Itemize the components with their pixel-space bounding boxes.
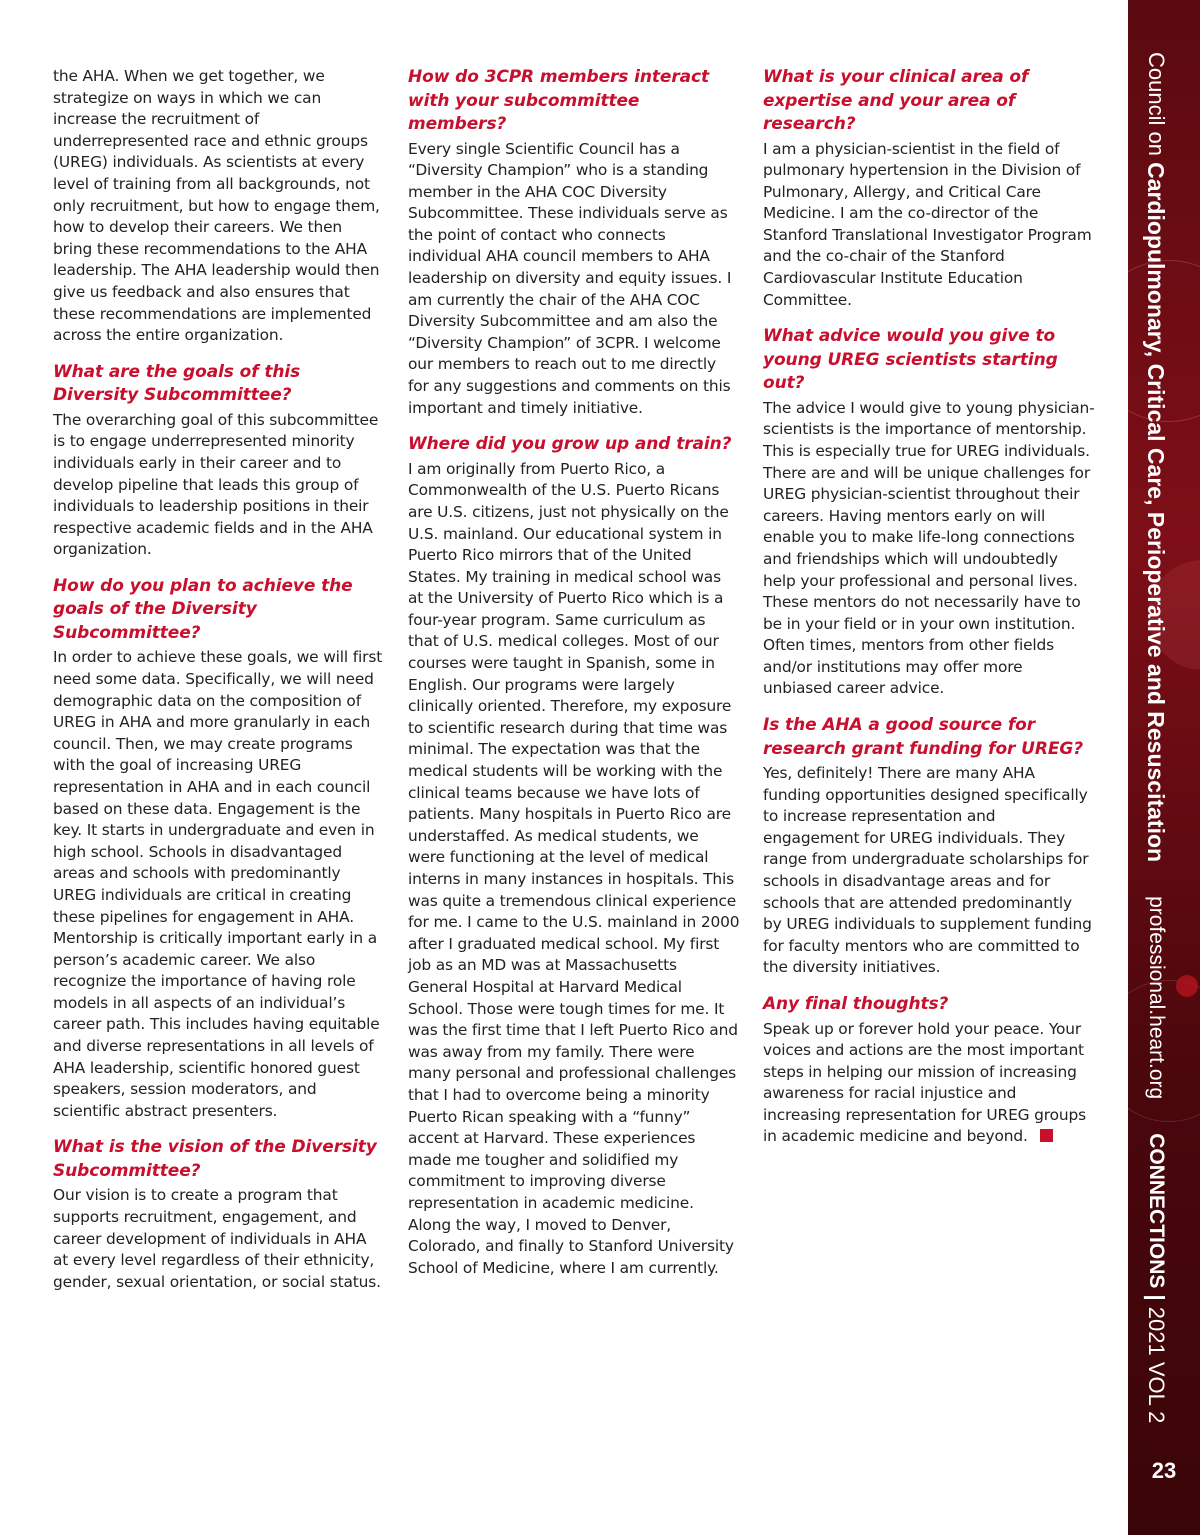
question-heading: What advice would you give to young UREG scientists starting out?: [763, 326, 1058, 394]
end-of-article-square-icon: [1040, 1129, 1053, 1142]
answer-paragraph: I am a physician-scientist in the field of pulmonary hypertension in the Division of Pulmonary, Allergy, and Critical Care Medicine. I am the co-director of the Stanford Translational Investigator Program and the co-chair of the Stanford Cardiovascular Institute Education Committee.: [763, 139, 1092, 309]
question-heading: Is the AHA a good source for research grant funding for UREG?: [763, 715, 1083, 759]
separator: |: [1144, 1294, 1169, 1301]
final-answer-text: Speak up or forever hold your peace. Your voices and actions are the most important steps in helping our mission of increasing awareness for racial injustice and increasing representation for UREG groups in academic medicine and beyond.: [763, 1019, 1086, 1146]
council-prefix: Council on: [1144, 52, 1169, 156]
question-heading: How do 3CPR members interact with your subcommittee members?: [408, 67, 709, 134]
answer-paragraph: The advice I would give to young physician-scientists is the importance of mentorship. This is especially true for UREG individuals. There are and will be unique challenges for UREG physician-scientist throughout their careers. Having mentors early on will enable you to make life-long connections and friendships which will undoubtedly help your professional and personal lives. These mentors do not necessarily have to be in your field or in your own institution. Often times, mentors from other fields and/or institutions may offer more unbiased career advice.: [763, 398, 1095, 698]
question-heading: What is your clinical area of expertise and your area of research?: [763, 67, 1029, 134]
column-2: [408, 66, 740, 1293]
question-heading: What are the goals of this Diversity Subcommittee?: [53, 361, 301, 406]
website-url[interactable]: professional.heart.org: [1145, 896, 1168, 1100]
council-name: Cardiopulmonary, Critical Care, Perioperative and Resuscitation: [1143, 162, 1169, 863]
answer-paragraph: The overarching goal of this subcommittee is to engage underrepresented minority individuals early in their career and to develop pipeline that leads this group of individuals to leadership positions in their respective academic fields and in the AHA organization.: [53, 410, 379, 559]
page-number: 23: [1151, 1458, 1177, 1483]
question-heading: Where did you grow up and train?: [408, 434, 732, 455]
column-1: [53, 66, 385, 1307]
sidebar-title: [1141, 52, 1171, 1423]
decorative-circle: [1176, 975, 1198, 997]
answer-paragraph: I am originally from Puerto Rico, a Commonwealth of the U.S. Puerto Ricans are U.S. citizens, just not physically on the U.S. mainland. Our educational system in Puerto Rico mirrors that of the United States. My training in medical school was at the University of Puerto Rico which is a four-year program. Same curriculum as that of U.S. medical colleges. Most of our courses were taught in Spanish, some in English. Our programs were largely clinically oriented. Therefore, my exposure to scientific research during that time was minimal. The expectation was that the medical students will be working with the clinical teams because we have lots of patients. Many hospitals in Puerto Rico are understaffed. As medical students, we were functioning at the level of medical interns in many instances in hospitals. This was quite a tremendous clinical experience for me. I came to the U.S. mainland in 2000 after I graduated medical school. My first job as an MD was at Massachusetts General Hospital at Harvard Medical School. Those were tough times for me. It was the first time that I left Puerto Rico and was away from my family. There were many personal and professional challenges that I had to overcome being a minority Puerto Rican speaking with a “funny” accent at Harvard. These experiences made me tougher and solidified my commitment to improving diverse representation in academic medicine. Along the way, I moved to Denver, Colorado, and finally to Stanford University School of Medicine, where I am currently.: [408, 459, 740, 1277]
question-heading: Any final thoughts?: [763, 994, 949, 1014]
answer-paragraph: In order to achieve these goals, we will first need some data. Specifically, we will need demographic data on the composition of UREG in AHA and more granularly in each council. Then, we may create programs with the goal of increasing UREG representation in AHA and in each council based on these data. Engagement is the key. It starts in undergraduate and even in high school. Schools in disadvantaged areas and schools with predominantly UREG individuals are critical in creating these pipelines for engagement in AHA. Mentorship is critically important early in a person’s academic career. We also recognize the importance of having role models in all aspects of an individual’s career path. This includes having equitable and diverse representations in all levels of AHA leadership, scientific honored guest speakers, session moderators, and scientific abstract presenters.: [53, 648, 383, 1120]
answer-paragraph: Every single Scientific Council has a “Diversity Champion” who is a standing member in the AHA COC Diversity Subcommittee. These individuals serve as the point of contact who connects individual AHA council members to AHA leadership on diversity and equity issues. I am currently the chair of the AHA COC Diversity Subcommittee and am also the “Diversity Champion” of 3CPR. I welcome our members to reach out to me directly for any suggestions and comments on this important and timely initiative.: [408, 139, 732, 417]
column-3: [763, 66, 1095, 1162]
issue-label: 2021 VOL 2: [1144, 1306, 1169, 1424]
article-paragraph: the AHA. When we get together, we strategize on ways in which we can increase the recruitment of underrepresented race and ethnic groups (UREG) individuals. As scientists at every level of training from all backgrounds, not only recruitment, but how to engage them, how to develop their careers. We then bring these recommendations to the AHA leadership. The AHA leadership would then give us feedback and also ensures that these recommendations are implemented across the entire organization.: [53, 67, 380, 345]
answer-paragraph: Our vision is to create a program that supports recruitment, engagement, and career development of individuals in AHA at every level regardless of their ethnicity, gender, sexual orientation, or social status.: [53, 1186, 381, 1291]
answer-paragraph: [763, 1019, 1095, 1149]
answer-paragraph: Yes, definitely! There are many AHA funding opportunities designed specifically to increase representation and engagement for UREG individuals. They range from undergraduate scholarships for schools in disadvantage areas and for schools that are attended predominantly by UREG individuals to supplement funding for faculty mentors who are committed to the diversity initiatives.: [763, 764, 1092, 977]
publication-name: CONNECTIONS: [1145, 1133, 1168, 1289]
question-heading: How do you plan to achieve the goals of the Diversity Subcommittee?: [53, 575, 353, 643]
question-heading: What is the vision of the Diversity Subcommittee?: [53, 1137, 377, 1181]
